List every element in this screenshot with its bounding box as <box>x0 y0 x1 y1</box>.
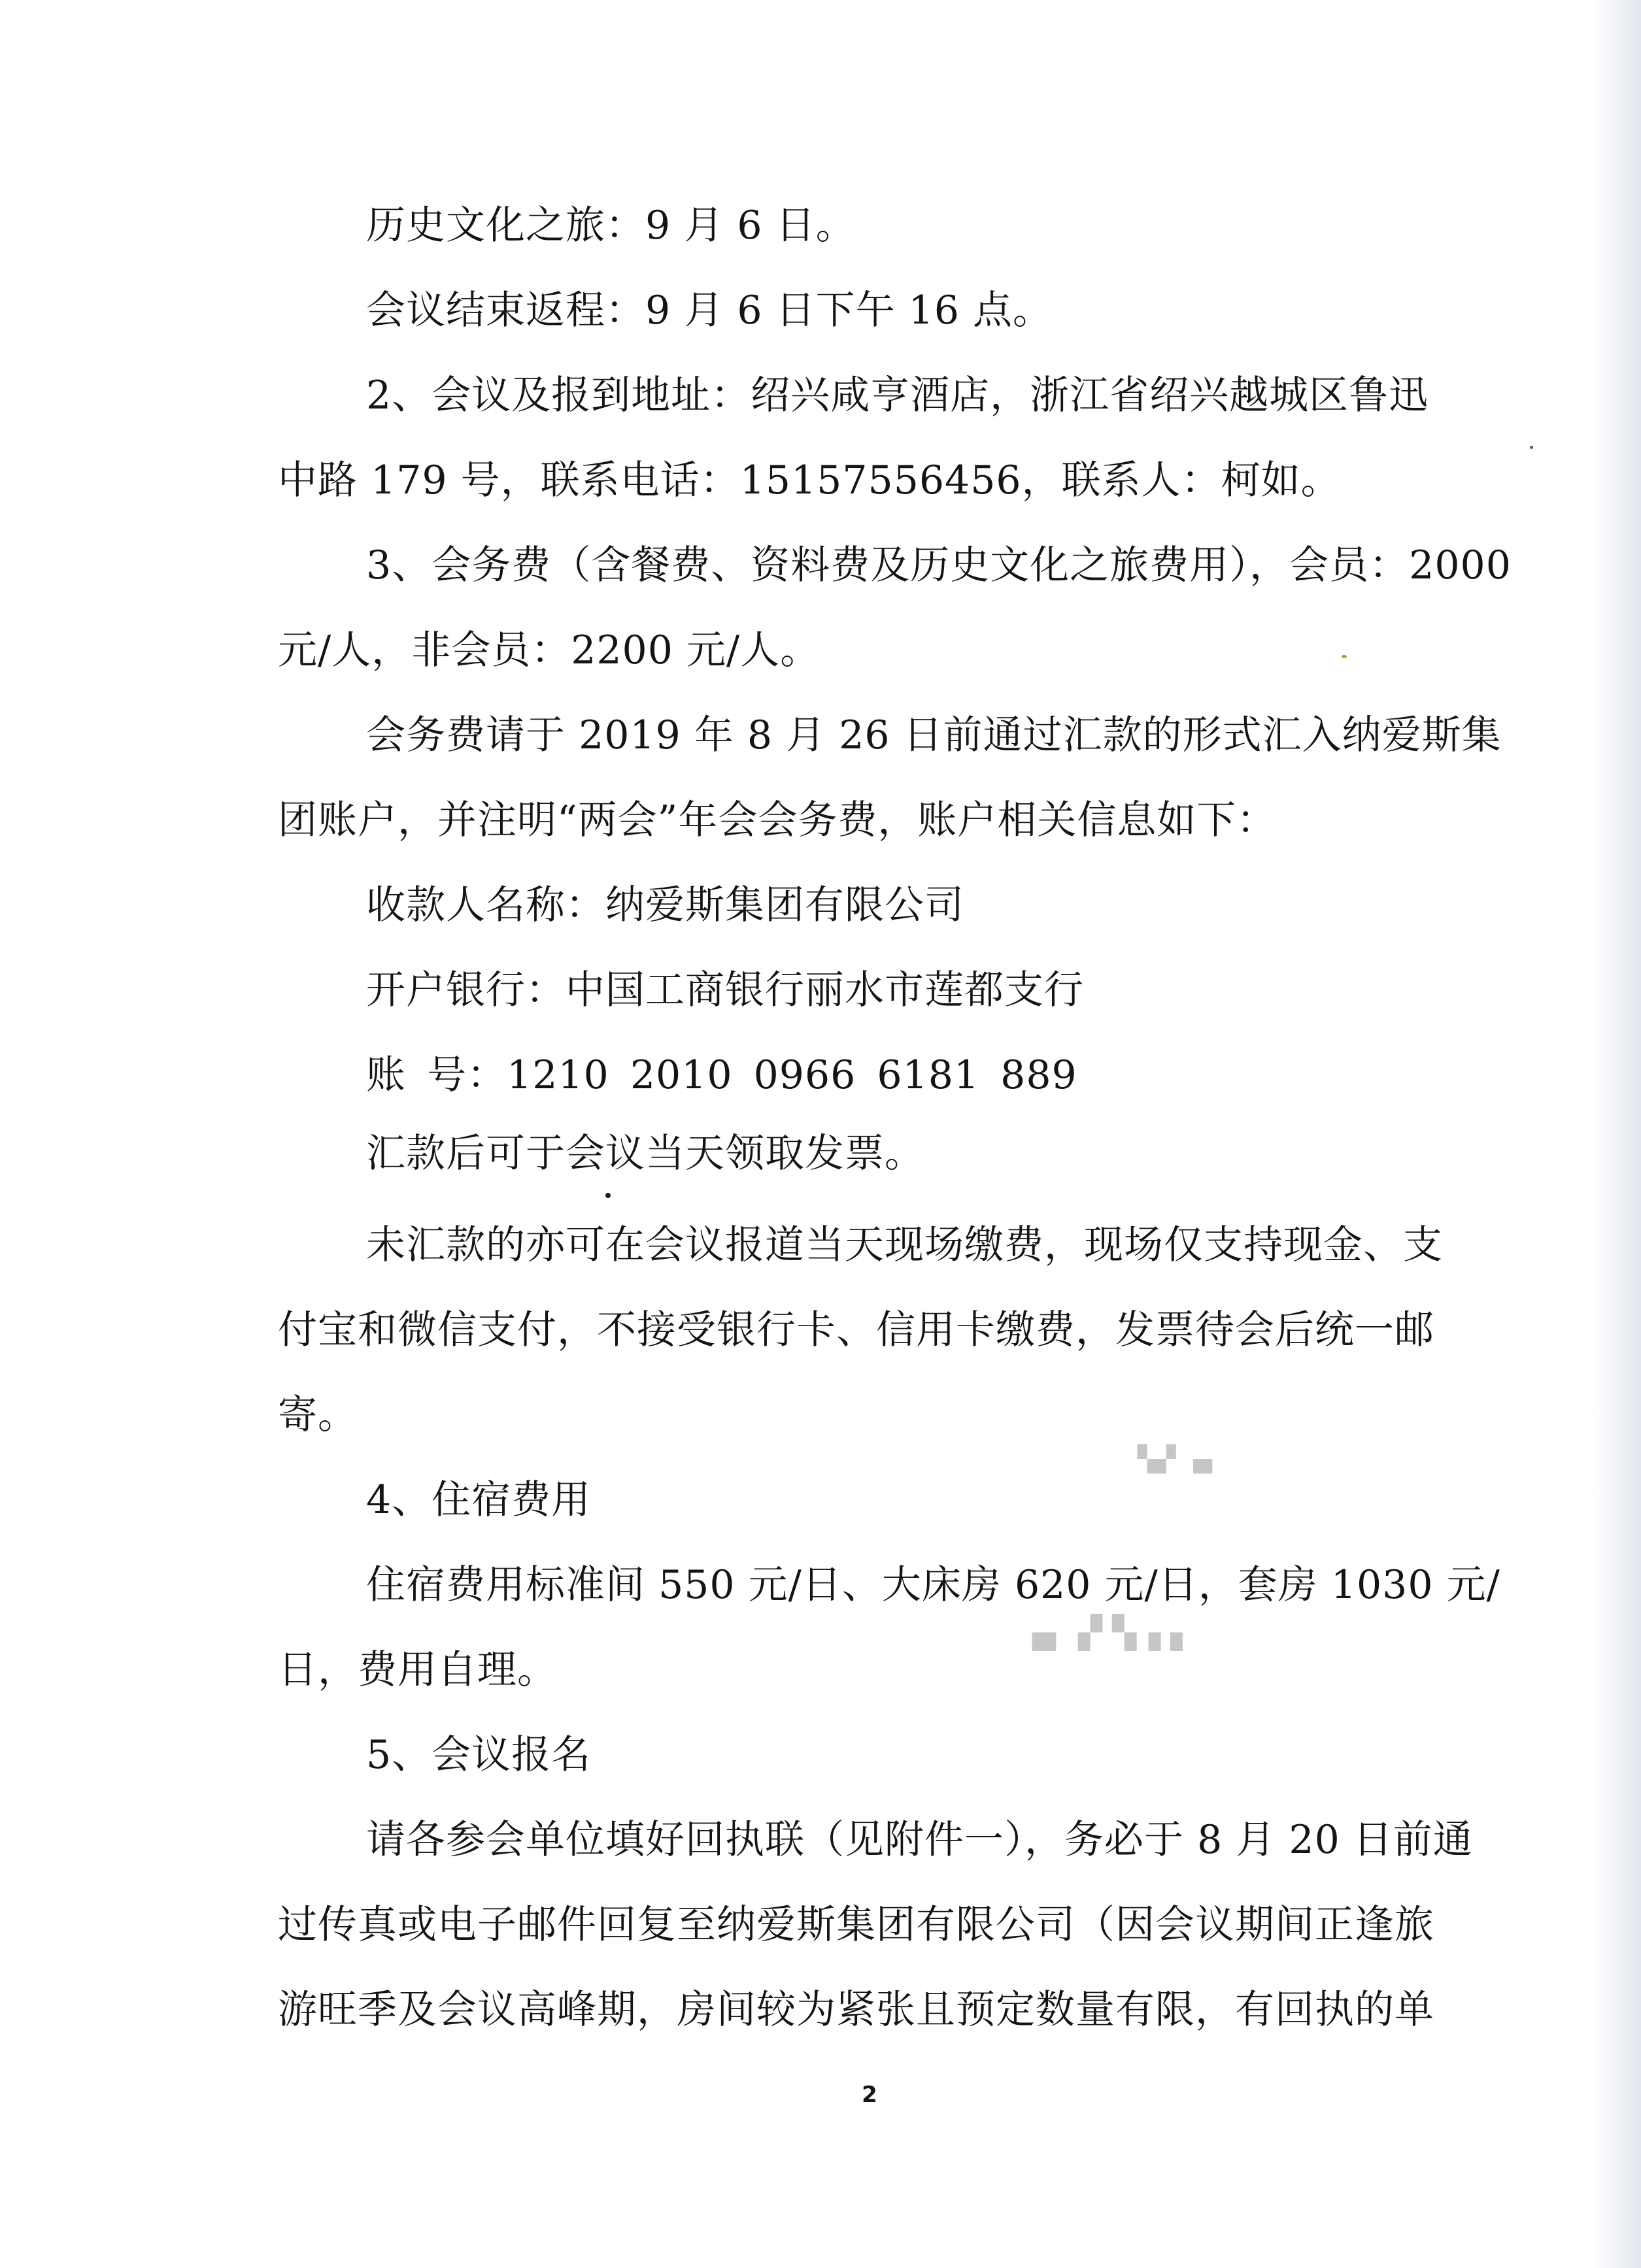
text-line-venue-address: 2、会议及报到地址：绍兴咸亨酒店，浙江省绍兴越城区鲁迅 <box>366 373 1429 418</box>
text-line-onsite-payment: 未汇款的亦可在会议报道当天现场缴费，现场仅支持现金、支 <box>366 1222 1443 1268</box>
text-line-account-number: 账 号：1210 2010 0966 6181 889 <box>366 1052 1077 1098</box>
faint-stamp-mark: ▚▞ ▗▖ <box>1138 1444 1222 1473</box>
text-line-schedule-tour: 历史文化之旅：9 月 6 日。 <box>366 203 856 248</box>
text-line-mailing: 寄。 <box>278 1392 358 1438</box>
text-line-registration-note: 游旺季及会议高峰期，房间较为紧张且预定数量有限，有回执的单 <box>278 1987 1434 2033</box>
scan-speck-orange <box>1342 655 1347 658</box>
scan-speck <box>605 1193 611 1198</box>
text-line-registration-heading: 5、会议报名 <box>366 1732 592 1778</box>
text-line-bank-name: 开户银行：中国工商银行丽水市莲都支行 <box>366 967 1084 1013</box>
text-line-registration-reply: 过传真或电子邮件回复至纳爱斯集团有限公司（因会议期间正逢旅 <box>278 1902 1434 1948</box>
text-line-schedule-return: 会议结束返程：9 月 6 日下午 16 点。 <box>366 288 1053 333</box>
text-line-fee-amount: 元/人，非会员：2200 元/人。 <box>278 627 820 673</box>
text-line-payee-name: 收款人名称：纳爱斯集团有限公司 <box>366 882 964 928</box>
text-line-invoice-note: 汇款后可于会议当天领取发票。 <box>366 1131 924 1176</box>
text-line-registration-form: 请各参会单位填好回执联（见附件一），务必于 8 月 20 日前通 <box>366 1817 1473 1863</box>
scan-speck-edge <box>1530 446 1533 449</box>
page-number: 2 <box>862 2082 877 2108</box>
text-line-fee-deadline: 会务费请于 2019 年 8 月 26 日前通过汇款的形式汇入纳爱斯集 <box>366 712 1502 758</box>
text-line-fee-note: 团账户，并注明“两会”年会会务费，账户相关信息如下： <box>278 797 1277 843</box>
text-line-lodging-self-pay: 日，费用自理。 <box>278 1647 557 1693</box>
text-line-lodging-rates: 住宿费用标准间 550 元/日、大床房 620 元/日，套房 1030 元/ <box>366 1562 1500 1608</box>
text-line-venue-contact: 中路 179 号，联系电话：15157556456，联系人：柯如。 <box>278 458 1341 503</box>
text-line-fee-heading: 3、会务费（含餐费、资料费及历史文化之旅费用），会员：2000 <box>366 542 1512 588</box>
faint-stamp-mark-lower: ▗▖ ▞ ▚▗ ▖ <box>1020 1614 1195 1651</box>
text-line-lodging-heading: 4、住宿费用 <box>366 1477 592 1523</box>
text-line-payment-methods: 付宝和微信支付，不接受银行卡、信用卡缴费，发票待会后统一邮 <box>278 1307 1434 1353</box>
